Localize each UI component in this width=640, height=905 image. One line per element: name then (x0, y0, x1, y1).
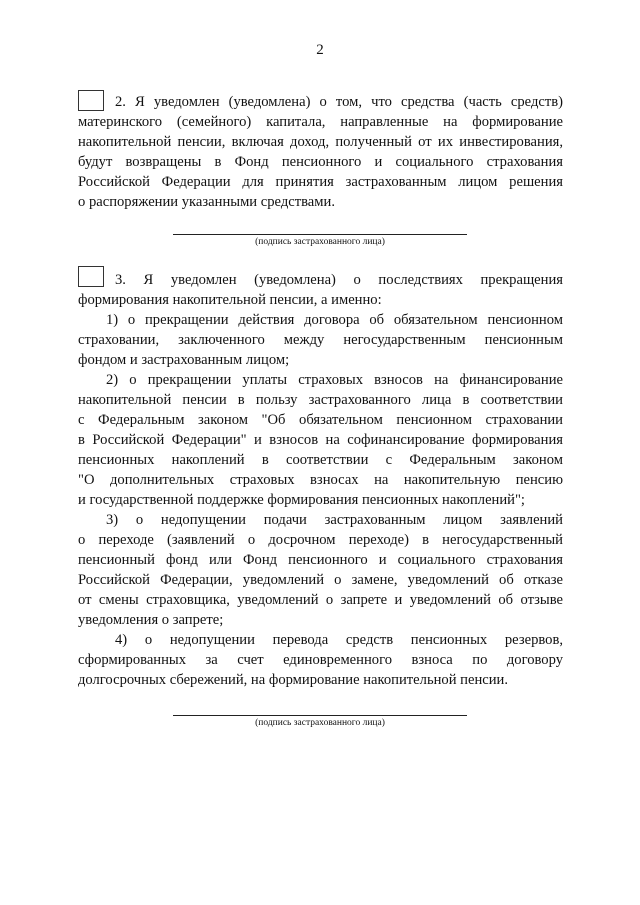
item-3-line-4: Российской Федерации, уведомлений о замене, уведомлений об отказе (78, 572, 563, 588)
section-2-line-3: накопительной пенсии, включая доход, полученный от их инвестирования, (78, 134, 563, 150)
section-2-line-5: Российской Федерации для принятия застрахованным лицом решения (78, 174, 563, 190)
checkbox-section-3[interactable] (78, 266, 104, 287)
item-3-line-1: 3) о недопущении подачи застрахованным лицом заявлений (106, 512, 563, 528)
item-1-line-1: 1) о прекращении действия договора об обязательном пенсионном (106, 312, 563, 328)
item-4-line-3: долгосрочных сбережений, на формирование накопительной пенсии. (78, 672, 509, 688)
section-2-line-2: материнского (семейного) капитала, направленные на формирование (78, 114, 563, 130)
item-2-line-2: накопительной пенсии в пользу застрахованного лица в соответствии (78, 392, 563, 408)
signature-line-section-2 (173, 234, 467, 235)
signature-line-section-3 (173, 715, 467, 716)
item-3-line-5: от смены страховщика, уведомлений о запрете и уведомлений об отзыве (78, 592, 563, 608)
item-2-line-6: "О дополнительных страховых взносах на накопительную пенсию (78, 472, 563, 488)
item-1-line-3: фондом и застрахованным лицом; (78, 352, 290, 368)
item-2-line-3: с Федеральным законом "Об обязательном пенсионном страховании (78, 412, 563, 428)
item-3-line-6: уведомления о запрете; (78, 612, 224, 628)
checkbox-section-2[interactable] (78, 90, 104, 111)
item-1-line-2: страховании, заключенного между негосударственным пенсионным (78, 332, 563, 348)
page-number: 2 (316, 42, 324, 58)
item-2-line-1: 2) о прекращении уплаты страховых взносов на финансирование (106, 372, 563, 388)
signature-caption-section-3: (подпись застрахованного лица) (255, 718, 385, 728)
item-4-line-2: сформированных за счет единовременного взноса по договору (78, 652, 563, 668)
section-2-line-6: о распоряжении указанными средствами. (78, 194, 335, 210)
section-2-line-4: будут возвращены в Фонд пенсионного и социального страхования (78, 154, 563, 170)
item-2-line-7: и государственной поддержке формирования пенсионных накоплений"; (78, 492, 525, 508)
item-3-line-3: пенсионный фонд или Фонд пенсионного и социального страхования (78, 552, 563, 568)
signature-caption-section-2: (подпись застрахованного лица) (255, 237, 385, 247)
item-4-line-1: 4) о недопущении перевода средств пенсионных резервов, (115, 632, 563, 648)
section-3-line-2: формирования накопительной пенсии, а именно: (78, 292, 382, 308)
section-3-line-1: 3. Я уведомлен (уведомлена) о последствиях прекращения (115, 272, 563, 288)
item-3-line-2: о переходе (заявлений о досрочном переходе) в негосударственный (78, 532, 563, 548)
item-2-line-5: пенсионных накоплений в соответствии с Федеральным законом (78, 452, 563, 468)
section-2-line-1: 2. Я уведомлен (уведомлена) о том, что средства (часть средств) (115, 94, 563, 110)
item-2-line-4: в Российской Федерации" и взносов на софинансирование формирования (78, 432, 563, 448)
